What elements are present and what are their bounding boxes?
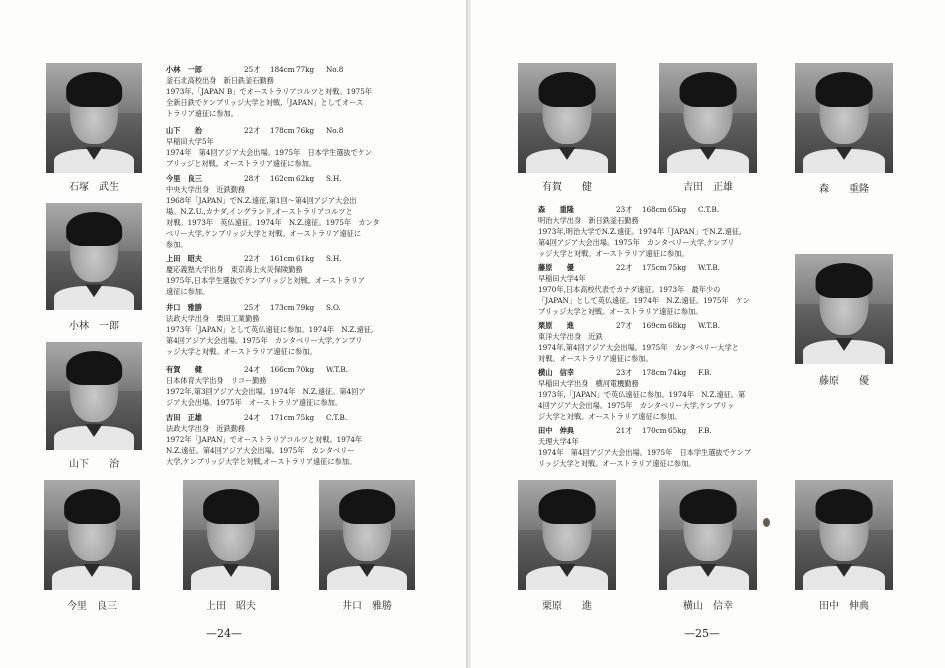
- player-age: 24才: [244, 413, 261, 422]
- bio-line: ッジ大学と対戦。オーストラリア遠征に参加。: [166, 347, 317, 356]
- player-height: 166cm: [270, 365, 295, 374]
- photo-caption: 小林 一郎: [69, 321, 119, 332]
- player-photo-kobayashi: [46, 203, 142, 310]
- player-weight: 68kg: [668, 321, 687, 330]
- player-weight: 65kg: [668, 426, 687, 435]
- bio-line: 1973年,「JAPAN」で英仏遠征に参加。1974年 N.Z.遠征。第: [538, 390, 746, 399]
- photo-caption: 田中 伸典: [819, 601, 869, 612]
- bio-line: トラリア遠征に参加。: [166, 109, 238, 118]
- player-bio-entry: [166, 64, 372, 119]
- player-age: 23才: [616, 205, 633, 214]
- right-page: [470, 0, 945, 668]
- photo-caption: 藤原 優: [819, 376, 869, 387]
- photo-caption: 吉田 正雄: [683, 182, 733, 193]
- player-weight: 75kg: [296, 413, 315, 422]
- player-position: W.T.B.: [326, 365, 349, 374]
- bio-line: 1970年,日本高校代表でカナダ遠征。1973年 最年少の: [538, 285, 721, 294]
- player-weight: 70kg: [296, 365, 315, 374]
- bio-line: 第4回アジア大会出場。1975年 カンタベリー大学,ケンブリ: [166, 336, 363, 345]
- bio-line: 東洋大学出身 近鉄: [538, 332, 603, 341]
- bio-line: 場。N.Z.U.,カナダ,イングランド,オーストラリアコルツと: [166, 207, 353, 216]
- player-position: F.B.: [698, 426, 712, 435]
- photo-caption: 井口 雅勝: [342, 601, 392, 612]
- photo-caption: 栗原 進: [542, 601, 592, 612]
- player-age: 27才: [616, 321, 633, 330]
- player-name: 吉田 正雄: [166, 413, 202, 422]
- bio-line: ジ大学と対戦。オーストラリア遠征に参加。: [538, 412, 682, 421]
- player-height: 170cm: [642, 426, 667, 435]
- player-photo-ishizuka: [46, 63, 142, 173]
- player-position: No.8: [326, 65, 344, 74]
- player-bio-entry: [538, 262, 750, 317]
- bio-line: ジア大会出場。1975年 オーストラリア遠征に参加。: [166, 398, 343, 407]
- bio-line: 1974年 第4回アジア大会出場。1975年 日本学生選抜でケン: [166, 148, 372, 157]
- player-height: 173cm: [270, 303, 295, 312]
- player-position: F.B.: [698, 368, 712, 377]
- photo-caption: 森 重隆: [819, 184, 869, 195]
- player-name: 上田 昭夫: [166, 254, 202, 263]
- bio-line: 対戦。オーストラリア遠征に参加。: [538, 354, 653, 363]
- player-age: 22才: [244, 254, 261, 263]
- player-weight: 62kg: [296, 174, 315, 183]
- player-age: 22才: [244, 126, 261, 135]
- bio-line: リッジ大学と対戦。オーストラリア遠征に参加。: [538, 459, 696, 468]
- player-height: 175cm: [642, 263, 667, 272]
- player-position: S.H.: [326, 174, 342, 183]
- player-position: W.T.B.: [698, 321, 721, 330]
- player-bio-entry: [538, 204, 741, 259]
- player-photo-ariga: [518, 63, 616, 173]
- player-name: 栗原 進: [538, 321, 574, 330]
- player-age: 24才: [244, 365, 261, 374]
- bio-line: 第4回アジア大会出場。1975年 カンタベリー大学,ケンブリ: [538, 238, 735, 247]
- player-height: 162cm: [270, 174, 295, 183]
- bio-line: 明治大学出身 新日鉄釜石勤務: [538, 216, 639, 225]
- photo-caption: 石塚 武生: [69, 182, 119, 193]
- player-photo-tanaka: [795, 480, 893, 590]
- player-bio-entry: [166, 253, 365, 297]
- player-name: 田中 伸典: [538, 426, 574, 435]
- player-photo-yoshida: [659, 63, 757, 173]
- photo-caption: 有賀 健: [542, 182, 592, 193]
- player-age: 21才: [616, 426, 633, 435]
- bio-line: 1974年 第4回アジア大会出場。1975年 日本学生選抜でケンブ: [538, 448, 752, 457]
- player-bio-entry: [166, 125, 372, 169]
- player-bio-entry: [166, 364, 366, 408]
- bio-line: 法政大学出身 近鉄勤務: [166, 424, 246, 433]
- player-weight: 75kg: [668, 263, 687, 272]
- player-height: 178cm: [642, 368, 667, 377]
- player-age: 25才: [244, 65, 261, 74]
- player-name: 森 重隆: [538, 205, 574, 214]
- player-age: 28才: [244, 174, 261, 183]
- player-bio-entry: [166, 173, 380, 250]
- player-name: 小林 一郎: [166, 65, 202, 74]
- player-height: 168cm: [642, 205, 667, 214]
- player-height: 171cm: [270, 413, 295, 422]
- photo-caption: 今里 良三: [67, 601, 117, 612]
- player-position: C.T.B.: [698, 205, 720, 214]
- bio-line: 早稲田大学5年: [166, 137, 214, 146]
- bio-line: 1973年,「JAPAN B」でオーストラリアコルツと対戦。1975年: [166, 87, 373, 96]
- page-number: —24—: [206, 627, 242, 640]
- player-bio-entry: [538, 320, 739, 364]
- photo-caption: 山下 治: [69, 459, 119, 470]
- player-name: 井口 雅勝: [166, 303, 202, 312]
- player-photo-ueda: [183, 480, 279, 590]
- player-weight: 74kg: [668, 368, 687, 377]
- bio-line: N.Z.遠征。第4回アジア大会出場。1975年 カンタベリー: [166, 446, 355, 455]
- player-height: 169cm: [642, 321, 667, 330]
- photo-caption: 上田 昭夫: [206, 601, 256, 612]
- bio-line: 対戦。1973年 英仏遠征。1974年 N.Z.遠征。1975年 カンタ: [166, 218, 380, 227]
- photo-caption: 横山 信幸: [683, 601, 733, 612]
- player-height: 161cm: [270, 254, 295, 263]
- player-name: 藤原 優: [538, 263, 574, 272]
- bio-line: 参加。: [166, 240, 188, 249]
- bio-line: 早稲田大学4年: [538, 274, 586, 283]
- player-bio-entry: [538, 425, 751, 469]
- player-name: 有賀 健: [166, 365, 202, 374]
- player-photo-iguchi: [319, 480, 415, 590]
- player-bio-entry: [166, 302, 373, 357]
- bio-line: 4回アジア大会出場。1975年 カンタベリー大学,ケンブリッ: [538, 401, 735, 410]
- bio-line: 1974年,第4回アジア大会出場。1975年 カンタベリー大学と: [538, 343, 739, 352]
- player-photo-mori: [795, 63, 893, 173]
- player-position: No.8: [326, 126, 344, 135]
- bio-line: 全新日鉄でケンブリッジ大学と対戦,「JAPAN」としてオース: [166, 98, 364, 107]
- player-photo-kurihara: [518, 480, 616, 590]
- bio-line: 大学,ケンブリッジ大学と対戦,オーストラリア遠征に参加。: [166, 457, 357, 466]
- bio-line: 早稲田大学出身 横河電機勤務: [538, 379, 639, 388]
- player-weight: 65kg: [668, 205, 687, 214]
- bio-line: 1972年「JAPAN」でオーストラリアコルツと対戦。1974年: [166, 435, 363, 444]
- bio-line: ブリッジと対戦。オーストラリア遠征に参加。: [166, 159, 317, 168]
- player-weight: 76kg: [296, 126, 315, 135]
- bio-line: 「JAPAN」として英仏遠征。1974年 N.Z.遠征。1975年 ケン: [538, 296, 750, 305]
- bio-line: 1972年,第3回アジア大会出場。1974年 N.Z.遠征。第4回ア: [166, 387, 366, 396]
- player-weight: 77kg: [296, 65, 315, 74]
- player-age: 23才: [616, 368, 633, 377]
- bio-line: 釜石北高校出身 新日鉄釜石勤務: [166, 76, 274, 85]
- player-bio-entry: [166, 412, 362, 467]
- player-age: 22才: [616, 263, 633, 272]
- bio-line: 1975年,日本学生選抜でケンブリッジと対戦。オーストラリア: [166, 276, 365, 285]
- player-weight: 61kg: [296, 254, 315, 263]
- player-name: 今里 良三: [166, 174, 202, 183]
- player-height: 178cm: [270, 126, 295, 135]
- page-number: —25—: [684, 627, 720, 640]
- bio-line: ブリッジ大学と対戦。オーストラリア遠征に参加。: [538, 307, 703, 316]
- bio-line: 遠征に参加。: [166, 287, 210, 296]
- bio-line: 天理大学4年: [538, 437, 579, 446]
- bio-line: 1973年「JAPAN」として英仏遠征に参加。1974年 N.Z.遠征,: [166, 325, 374, 334]
- player-age: 25才: [244, 303, 261, 312]
- player-name: 山下 治: [166, 126, 202, 135]
- left-page: [0, 0, 467, 668]
- bio-line: 慶応義塾大学出身 東京海上火災保険勤務: [166, 265, 303, 274]
- player-photo-yokoyama: [659, 480, 757, 590]
- player-photo-imazato: [44, 480, 140, 590]
- player-position: C.T.B.: [326, 413, 348, 422]
- bio-line: ッジ大学と対戦。オーストラリア遠征に参加。: [538, 249, 689, 258]
- bio-line: 1973年,明治大学でN.Z.遠征。1974年「JAPAN」でN.Z.遠征,: [538, 227, 742, 236]
- player-photo-yamashita: [46, 342, 142, 450]
- bio-line: 1968年「JAPAN」でN.Z.遠征,第1回～第4回アジア大会出: [166, 196, 357, 205]
- player-height: 184cm: [270, 65, 295, 74]
- player-position: W.T.B.: [698, 263, 721, 272]
- player-weight: 79kg: [296, 303, 315, 312]
- player-position: S.O.: [326, 303, 341, 312]
- player-position: S.H.: [326, 254, 342, 263]
- player-bio-entry: [538, 367, 745, 422]
- bio-line: ベリー大学,ケンブリッジ大学と対戦。オーストラリア遠征に: [166, 229, 362, 238]
- bio-line: 法政大学出身 栗田工業勤務: [166, 314, 260, 323]
- player-photo-fujiwara: [795, 254, 893, 364]
- paper-stain: [763, 518, 770, 527]
- player-name: 横山 信幸: [538, 368, 574, 377]
- bio-line: 日本体育大学出身 リコー勤務: [166, 376, 267, 385]
- bio-line: 中央大学出身 近鉄勤務: [166, 185, 246, 194]
